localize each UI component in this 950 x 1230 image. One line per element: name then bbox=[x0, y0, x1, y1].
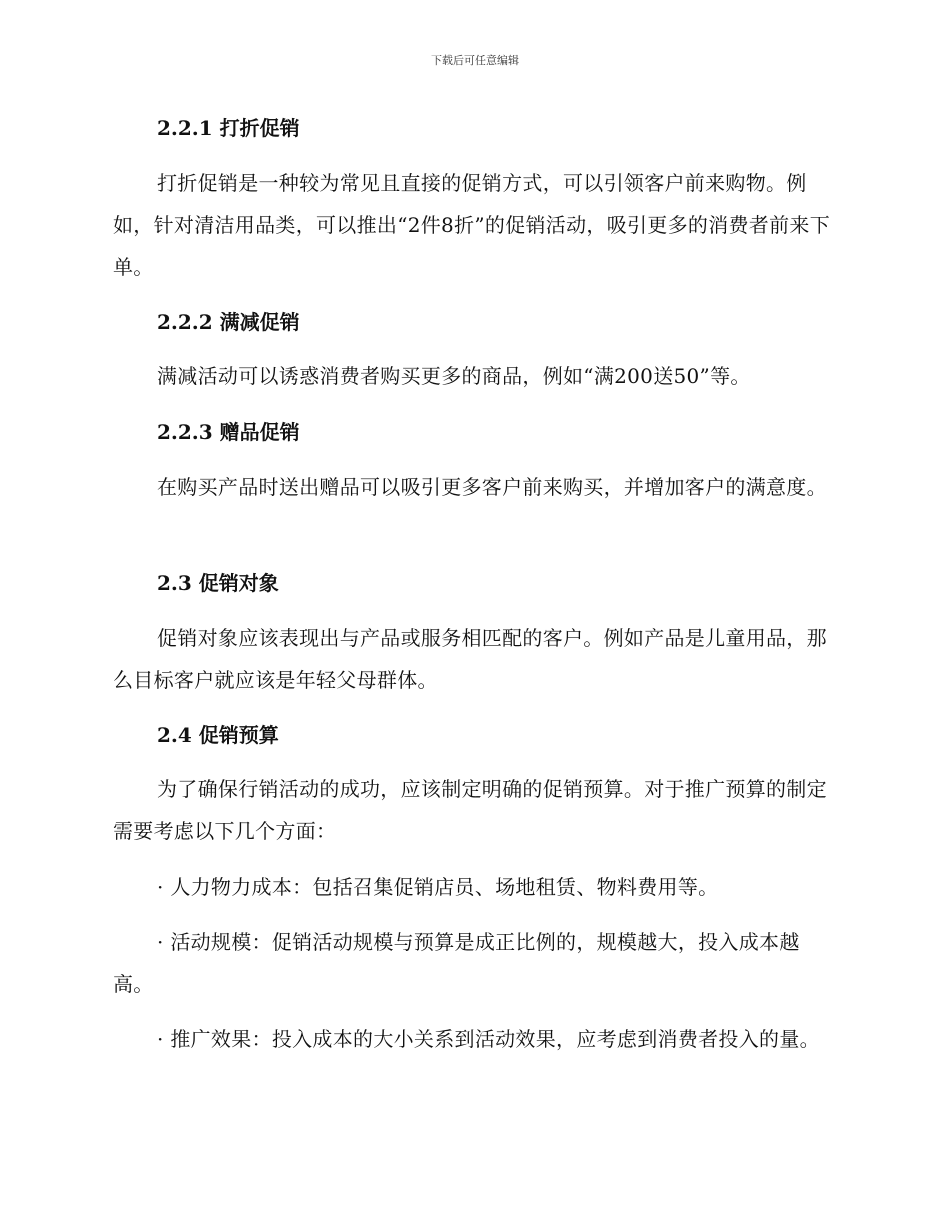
heading-promotion-budget: 2.4 促销预算 bbox=[157, 723, 279, 747]
paragraph-promotion-target: 促销对象应该表现出与产品或服务相匹配的客户。例如产品是儿童用品，那么目标客户就应该是年轻父母群体。 bbox=[113, 626, 827, 692]
page-header-note: 下载后可任意编辑 bbox=[431, 54, 519, 67]
paragraph-gift-promotion: 在购买产品时送出赠品可以吸引更多客户前来购买，并增加客户的满意度。 bbox=[157, 475, 827, 499]
heading-gift-promotion: 2.2.3 赠品促销 bbox=[157, 420, 300, 444]
paragraph-full-reduction-promotion: 满减活动可以诱惑消费者购买更多的商品，例如“满200送50”等。 bbox=[157, 364, 751, 388]
heading-discount-promotion: 2.2.1 打折促销 bbox=[157, 116, 300, 140]
paragraph-discount-promotion: 打折促销是一种较为常见且直接的促销方式，可以引领客户前来购物。例如，针对清洁用品类，可以推出“2件8折”的促销活动，吸引更多的消费者前来下单。 bbox=[113, 171, 830, 279]
list-item-cost: · 人力物力成本：包括召集促销店员、场地租赁、物料费用等。 bbox=[157, 875, 719, 899]
heading-full-reduction-promotion: 2.2.2 满减促销 bbox=[157, 310, 300, 334]
list-item-scale: · 活动规模：促销活动规模与预算是成正比例的，规模越大，投入成本越高。 bbox=[113, 930, 800, 996]
list-item-effect: · 推广效果：投入成本的大小关系到活动效果，应考虑到消费者投入的量。 bbox=[157, 1027, 820, 1051]
heading-promotion-target: 2.3 促销对象 bbox=[157, 571, 279, 595]
paragraph-promotion-budget: 为了确保行销活动的成功，应该制定明确的促销预算。对于推广预算的制定需要考虑以下几个方面： bbox=[113, 777, 827, 843]
